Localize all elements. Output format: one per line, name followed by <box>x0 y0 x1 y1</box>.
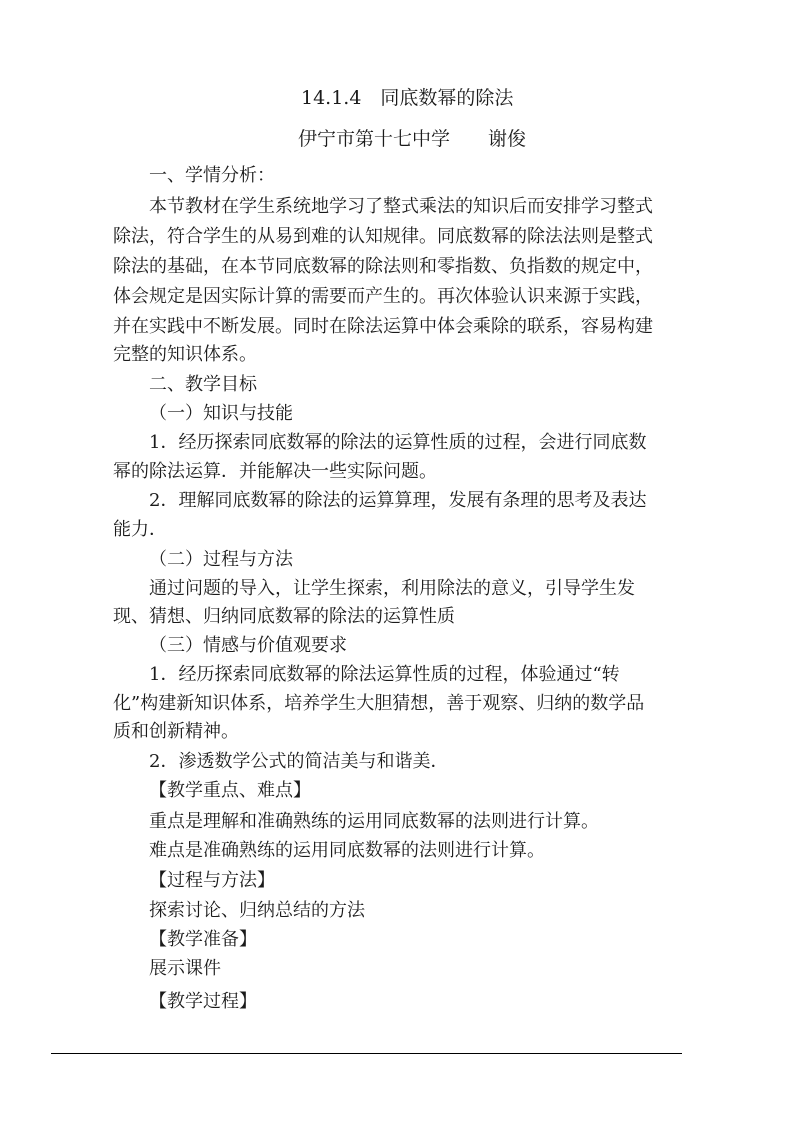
paragraph-line: 化”构建新知识体系，培养学生大胆猜想，善于观察、归纳的数学品 <box>113 693 645 714</box>
section-heading-objectives: 二、教学目标 <box>149 374 257 395</box>
paragraph-line: 2．渗透数学公式的简洁美与和谐美． <box>149 751 449 772</box>
paragraph-line: 1．经历探索同底数幂的除法的运算性质的过程，会进行同底数 <box>149 432 647 453</box>
preparation-text: 展示课件 <box>149 958 221 979</box>
method-text: 探索讨论、归纳总结的方法 <box>149 900 365 921</box>
subheading-knowledge: （一）知识与技能 <box>149 403 293 424</box>
heading-method: 【过程与方法】 <box>149 870 275 891</box>
paragraph-line: 1．经历探索同底数幂的除法运算性质的过程，体验通过“转 <box>149 664 620 685</box>
subheading-process: （二）过程与方法 <box>149 549 293 570</box>
paragraph-line: 完整的知识体系。 <box>113 344 257 365</box>
key-point-text: 重点是理解和准确熟练的运用同底数幂的法则进行计算。 <box>149 811 599 832</box>
paragraph-line: 体会规定是因实际计算的需要而产生的。再次体验认识来源于实践， <box>113 286 653 307</box>
paragraph-line: 除法的基础，在本节同底数幂的除法则和零指数、负指数的规定中， <box>113 256 653 277</box>
heading-key-points: 【教学重点、难点】 <box>149 780 311 801</box>
subheading-emotion: （三）情感与价值观要求 <box>149 635 347 656</box>
paragraph-line: 现、猜想、归纳同底数幂的除法的运算性质 <box>113 606 455 627</box>
paragraph-line: 本节教材在学生系统地学习了整式乘法的知识后而安排学习整式 <box>149 196 653 217</box>
difficult-point-text: 难点是准确熟练的运用同底数幂的法则进行计算。 <box>149 840 545 861</box>
page-title: 14.1.4 同底数幂的除法 <box>301 87 514 109</box>
footer-rule <box>51 1053 682 1054</box>
paragraph-line: 并在实践中不断发展。同时在除法运算中体会乘除的联系，容易构建 <box>113 316 653 337</box>
heading-process: 【教学过程】 <box>149 991 257 1012</box>
paragraph-line: 质和创新精神。 <box>113 721 239 742</box>
paragraph-line: 除法，符合学生的从易到难的认知规律。同底数幂的除法法则是整式 <box>113 226 653 247</box>
author-line: 伊宁市第十七中学 谢俊 <box>298 128 527 150</box>
paragraph-line: 2．理解同底数幂的除法的运算算理，发展有条理的思考及表达 <box>149 490 647 511</box>
paragraph-line: 能力． <box>113 519 167 540</box>
heading-preparation: 【教学准备】 <box>149 929 257 950</box>
paragraph-line: 通过问题的导入，让学生探索，利用除法的意义，引导学生发 <box>149 578 635 599</box>
section-heading-analysis: 一、学情分析： <box>149 165 275 186</box>
paragraph-line: 幂的除法运算．并能解决一些实际问题。 <box>113 461 437 482</box>
